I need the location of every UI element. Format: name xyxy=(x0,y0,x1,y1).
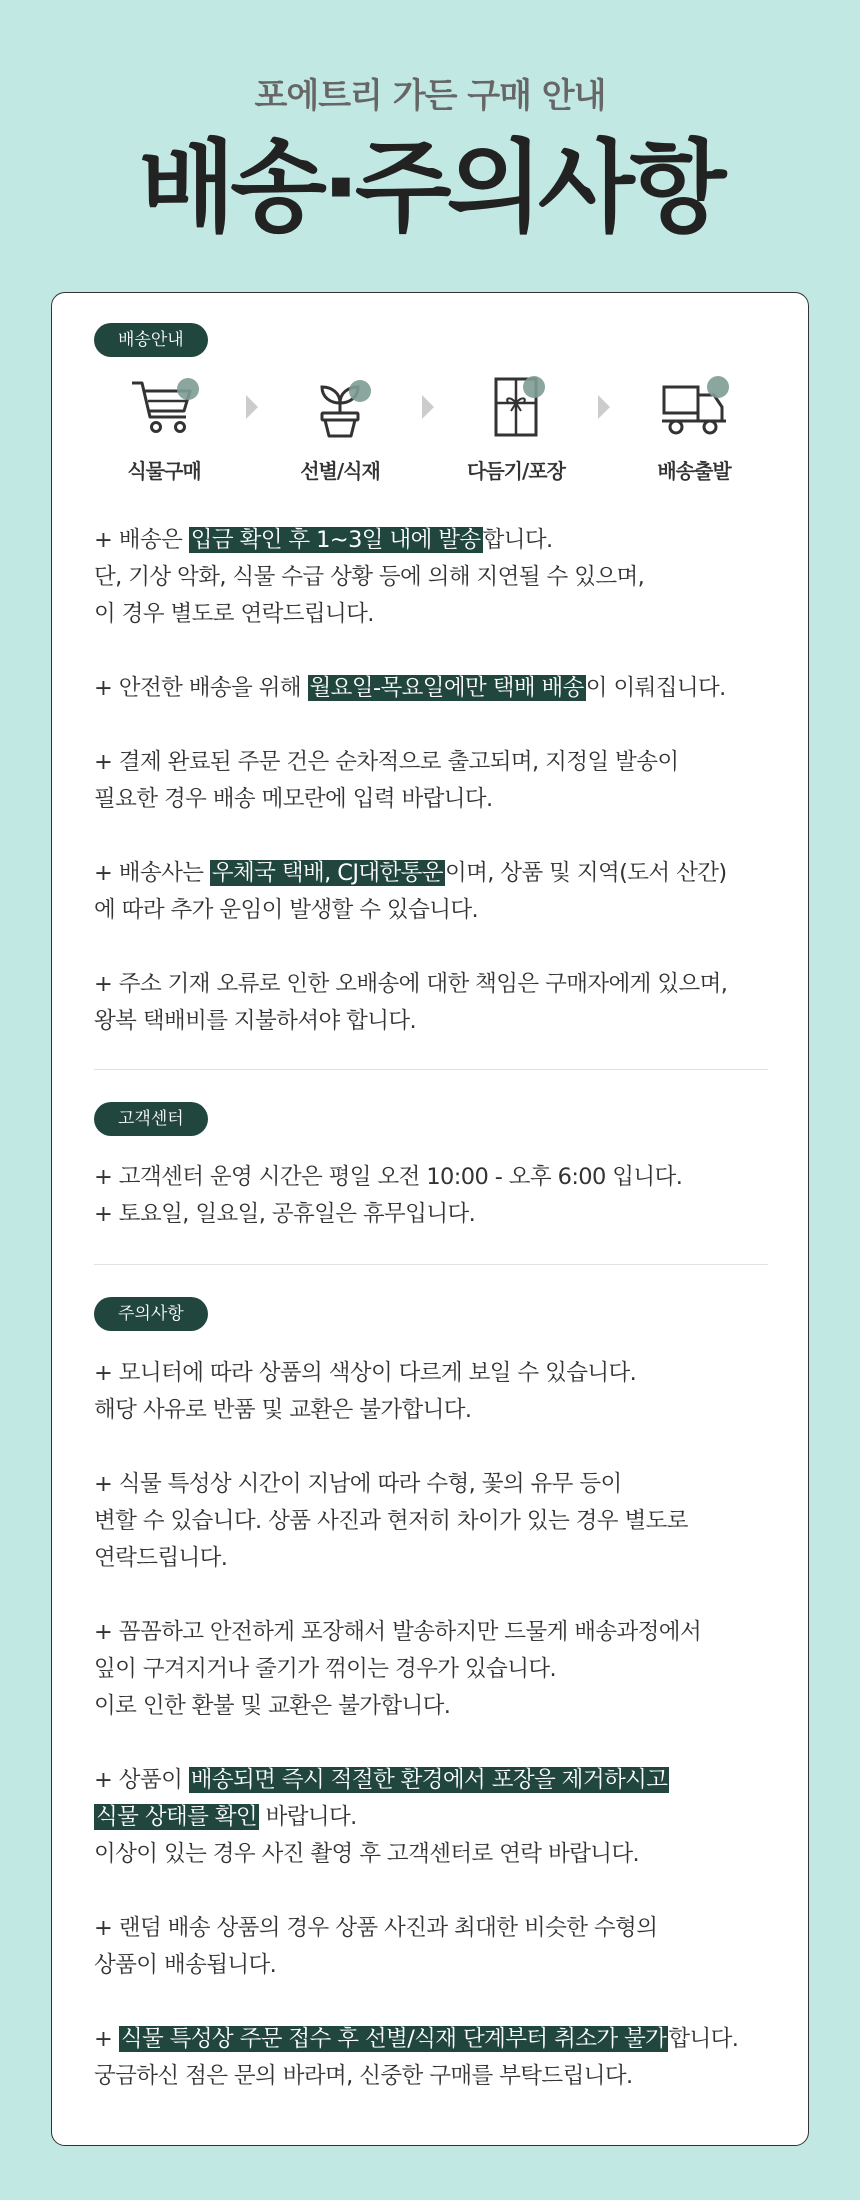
notice-text: 이상이 있는 경우 사진 촬영 후 고객센터로 연락 바랍니다. xyxy=(94,1841,640,1867)
section-divider-1 xyxy=(94,1069,768,1070)
page-title: 배송·주의사항 xyxy=(138,129,722,246)
notice-line xyxy=(94,892,774,929)
notice-line xyxy=(94,1762,774,1799)
cart-icon xyxy=(94,373,234,441)
notice-line xyxy=(94,1799,774,1836)
notice-text: 이 이뤄집니다. xyxy=(585,675,726,701)
caution-badge: 주의사항 xyxy=(94,1297,208,1331)
notice-text: + 상품이 xyxy=(94,1767,189,1793)
step-arrow-3 xyxy=(598,395,610,419)
customer-center-text xyxy=(94,1159,774,1233)
step-packing xyxy=(446,373,586,484)
gift-box-icon xyxy=(446,373,586,441)
notice-text: 왕복 택배비를 지불하셔야 합니다. xyxy=(94,1008,417,1034)
notice-text: + 식물 특성상 시간이 지남에 따라 수형, 꽃의 유무 등이 xyxy=(94,1471,622,1497)
step-arrow-1 xyxy=(246,395,258,419)
highlighted-text: 월요일-목요일에만 택배 배송 xyxy=(309,675,584,701)
notice-paragraph xyxy=(94,670,774,707)
notice-text: 합니다. xyxy=(482,527,553,553)
notice-paragraph xyxy=(94,1355,774,1429)
notice-text: 연락드립니다. xyxy=(94,1545,228,1571)
notice-line xyxy=(94,855,774,892)
info-card xyxy=(51,292,809,2146)
delivery-steps xyxy=(94,373,764,483)
notice-line xyxy=(94,1614,774,1651)
page-subtitle: 포에트리 가든 구매 안내 xyxy=(254,76,606,116)
step-shipping xyxy=(624,373,764,484)
notice-line xyxy=(94,1836,774,1873)
notice-line xyxy=(94,1159,774,1196)
notice-line xyxy=(94,1910,774,1947)
notice-paragraph xyxy=(94,2021,774,2095)
notice-paragraph xyxy=(94,522,774,633)
section-divider-2 xyxy=(94,1264,768,1265)
notice-text: 바랍니다. xyxy=(259,1804,357,1830)
notice-paragraph xyxy=(94,1910,774,1984)
highlighted-text: 식물 특성상 주문 접수 후 선별/식재 단계부터 취소가 불가 xyxy=(120,2026,667,2052)
notice-text: + 배송은 xyxy=(94,527,189,553)
notice-text: + 주소 기재 오류로 인한 오배송에 대한 책임은 구매자에게 있으며, xyxy=(94,971,728,997)
notice-line xyxy=(94,2021,774,2058)
notice-line xyxy=(94,670,774,707)
notice-paragraph xyxy=(94,855,774,929)
notice-text: + 토요일, 일요일, 공휴일은 휴무입니다. xyxy=(94,1201,476,1227)
notice-line xyxy=(94,781,774,818)
notice-line xyxy=(94,966,774,1003)
caution-text xyxy=(94,1355,774,2095)
notice-text: 에 따라 추가 운임이 발생할 수 있습니다. xyxy=(94,897,479,923)
notice-paragraph xyxy=(94,1762,774,1873)
delivery-truck-icon xyxy=(624,373,764,441)
notice-paragraph xyxy=(94,1159,774,1233)
delivery-text xyxy=(94,522,774,1040)
notice-line xyxy=(94,522,774,559)
highlighted-text: 우체국 택배, CJ대한통운 xyxy=(211,860,443,886)
notice-line xyxy=(94,559,774,596)
notice-line xyxy=(94,1540,774,1577)
delivery-badge: 배송안내 xyxy=(94,323,208,357)
notice-text: + 안전한 배송을 위해 xyxy=(94,675,308,701)
step-planting xyxy=(270,373,410,484)
highlighted-text: 입금 확인 후 1~3일 내에 발송 xyxy=(190,527,481,553)
notice-line xyxy=(94,2058,774,2095)
notice-line xyxy=(94,744,774,781)
highlighted-text: 배송되면 즉시 적절한 환경에서 포장을 제거하시고 xyxy=(190,1767,668,1793)
notice-text: + 모니터에 따라 상품의 색상이 다르게 보일 수 있습니다. xyxy=(94,1360,637,1386)
step-label-planting: 선별/식재 xyxy=(300,459,380,483)
step-label-shipping: 배송출발 xyxy=(657,459,731,483)
notice-line xyxy=(94,1466,774,1503)
notice-text: + 고객센터 운영 시간은 평일 오전 10:00 - 오후 6:00 입니다. xyxy=(94,1164,683,1190)
step-label-packing: 다듬기/포장 xyxy=(467,459,565,483)
notice-text: 해당 사유로 반품 및 교환은 불가합니다. xyxy=(94,1397,472,1423)
notice-line xyxy=(94,1688,774,1725)
notice-paragraph xyxy=(94,744,774,818)
notice-text: 상품이 배송됩니다. xyxy=(94,1952,277,1978)
notice-text: 궁금하신 점은 문의 바라며, 신중한 구매를 부탁드립니다. xyxy=(94,2063,633,2089)
customer-center-badge: 고객센터 xyxy=(94,1102,208,1136)
notice-line xyxy=(94,1392,774,1429)
step-arrow-2 xyxy=(422,395,434,419)
step-label-purchase: 식물구매 xyxy=(127,459,201,483)
notice-text: 단, 기상 악화, 식물 수급 상황 등에 의해 지연될 수 있으며, xyxy=(94,564,645,590)
notice-line xyxy=(94,596,774,633)
notice-text: 잎이 구겨지거나 줄기가 꺾이는 경우가 있습니다. xyxy=(94,1656,557,1682)
notice-paragraph xyxy=(94,1466,774,1577)
notice-line xyxy=(94,1196,774,1233)
potted-plant-icon xyxy=(270,373,410,441)
notice-line xyxy=(94,1003,774,1040)
notice-text: 합니다. xyxy=(668,2026,739,2052)
notice-text: 이며, 상품 및 지역(도서 산간) xyxy=(444,860,727,886)
notice-text: + 결제 완료된 주문 건은 순차적으로 출고되며, 지정일 발송이 xyxy=(94,749,679,775)
notice-text: 변할 수 있습니다. 상품 사진과 현저히 차이가 있는 경우 별도로 xyxy=(94,1508,688,1534)
notice-paragraph xyxy=(94,1614,774,1725)
notice-text: + 랜덤 배송 상품의 경우 상품 사진과 최대한 비슷한 수형의 xyxy=(94,1915,658,1941)
notice-text: + 꼼꼼하고 안전하게 포장해서 발송하지만 드물게 배송과정에서 xyxy=(94,1619,702,1645)
notice-line xyxy=(94,1355,774,1392)
notice-text: 필요한 경우 배송 메모란에 입력 바랍니다. xyxy=(94,786,493,812)
notice-line xyxy=(94,1651,774,1688)
notice-text: 이로 인한 환불 및 교환은 불가합니다. xyxy=(94,1693,451,1719)
step-purchase xyxy=(94,373,234,484)
notice-line xyxy=(94,1947,774,1984)
notice-text: + 배송사는 xyxy=(94,860,210,886)
highlighted-text: 식물 상태를 확인 xyxy=(96,1804,258,1830)
notice-paragraph xyxy=(94,966,774,1040)
notice-line xyxy=(94,1503,774,1540)
notice-text: 이 경우 별도로 연락드립니다. xyxy=(94,601,374,627)
notice-text: + xyxy=(94,2026,119,2052)
